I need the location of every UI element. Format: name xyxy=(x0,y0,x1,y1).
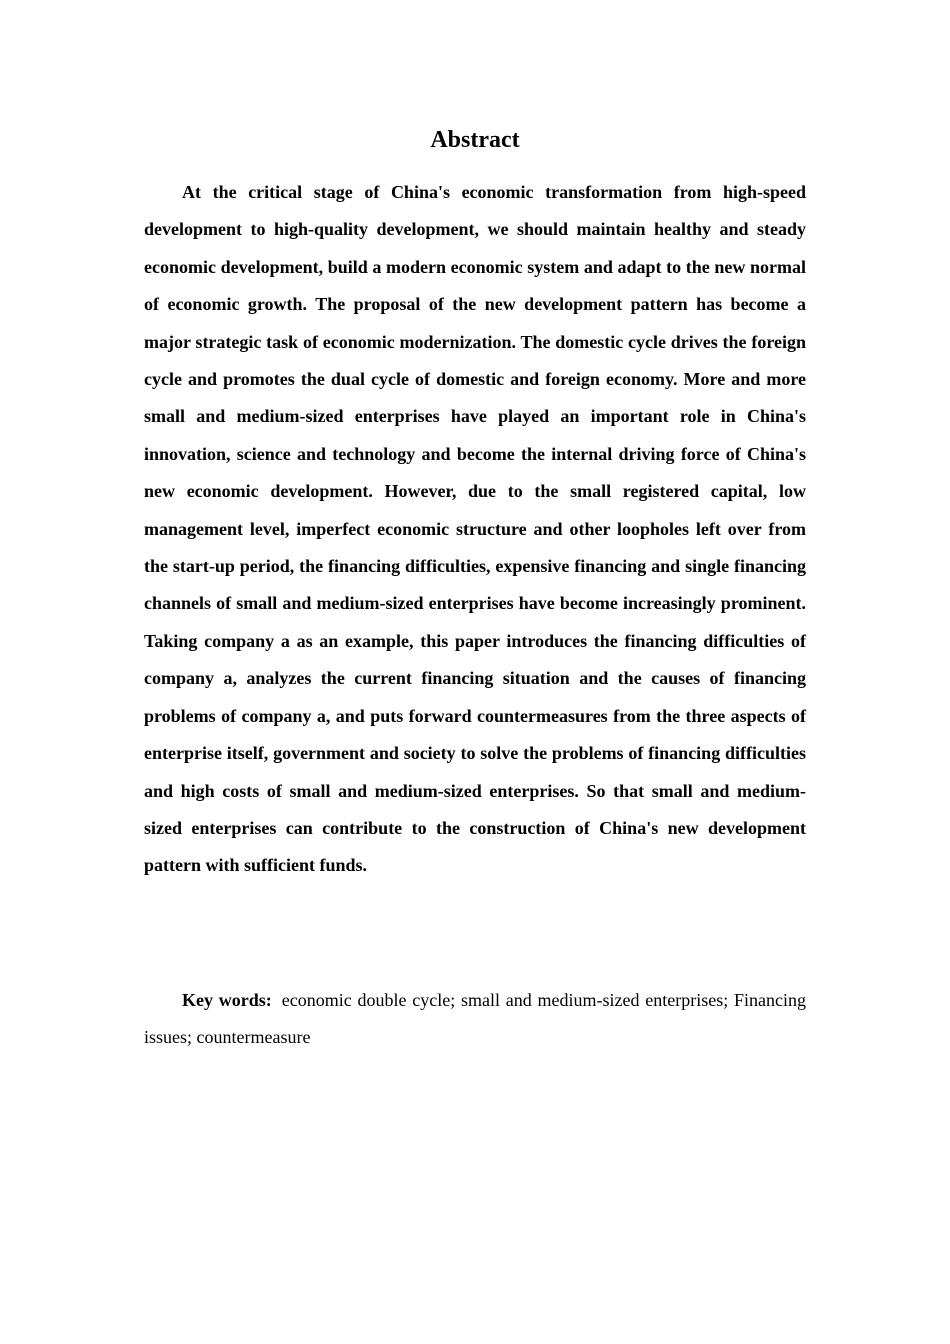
keywords-text: economic double cycle; small and medium-sized enterprises; Financing issues; countermeasure xyxy=(144,990,806,1048)
keywords-paragraph xyxy=(144,982,806,1057)
abstract-title: Abstract xyxy=(430,127,520,153)
keywords-label: Key words: xyxy=(182,990,272,1010)
abstract-body: At the critical stage of China's economic transformation from high-speed development to high-quality development, we should maintain healthy and steady economic development, build a modern economic system and adapt to the new normal of economic growth. The proposal of the new development pattern has become a major strategic task of economic modernization. The domestic cycle drives the foreign cycle and promotes the dual cycle of domestic and foreign economy. More and more small and medium-sized enterprises have played an important role in China's innovation, science and technology and become the internal driving force of China's new economic development. However, due to the small registered capital, low management level, imperfect economic structure and other loopholes left over from the start-up period, the financing difficulties, expensive financing and single financing channels of small and medium-sized enterprises have become increasingly prominent. Taking company a as an example, this paper introduces the financing difficulties of company a, analyzes the current financing situation and the causes of financing problems of company a, and puts forward countermeasures from the three aspects of enterprise itself, government and society to solve the problems of financing difficulties and high costs of small and medium-sized enterprises. So that small and medium-sized enterprises can contribute to the construction of China's new development pattern with sufficient funds. xyxy=(144,182,806,876)
